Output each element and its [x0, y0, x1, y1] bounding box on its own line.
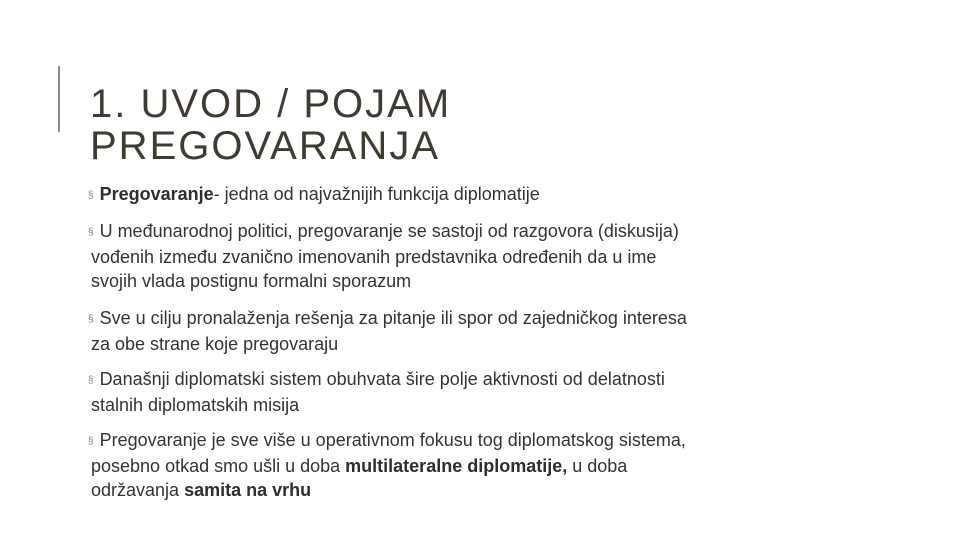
bullet-2-line-1: U međunarodnoj politici, pregovaranje se sastoji od razgovora (diskusija) [99, 221, 679, 241]
bullet-4-line-1: Današnji diplomatski sistem obuhvata šire polje aktivnosti od delatnosti [99, 369, 665, 389]
title-line-2: PREGOVARANJA [90, 123, 440, 168]
bullet-2 [88, 219, 868, 293]
bullet-1-bold: Pregovaranje [99, 184, 214, 204]
bullet-marker-icon: § [88, 436, 94, 447]
bullet-5-line-2-end: u doba [567, 456, 628, 476]
bullet-4 [88, 367, 868, 417]
title-accent-bar [58, 66, 60, 132]
bullet-marker-icon: § [88, 227, 94, 238]
bullet-5-line-3-text: održavanja [91, 480, 185, 500]
bullet-1-text: - jedna od najvažnijih funkcija diplomatije [213, 184, 540, 204]
bullet-5-bold-multilateral: multilateralne diplomatije, [345, 456, 568, 476]
bullet-marker-icon: § [88, 190, 94, 201]
slide-title [90, 83, 910, 167]
bullet-marker-icon: § [88, 314, 94, 325]
bullet-5-line-1: Pregovaranje je sve više u operativnom fokusu tog diplomatskog sistema, [99, 430, 686, 450]
title-line-1: 1. UVOD / POJAM [90, 81, 452, 126]
bullet-5-line-2-text: posebno otkad smo ušli u doba [91, 456, 346, 476]
bullet-marker-icon: § [88, 375, 94, 386]
bullet-3-line-2: za obe strane koje pregovaraju [91, 334, 339, 354]
bullet-2-line-3: svojih vlada postignu formalni sporazum [91, 271, 412, 291]
bullet-4-line-2: stalnih diplomatskih misija [91, 395, 300, 415]
bullet-1 [88, 182, 868, 208]
bullet-3 [88, 306, 868, 356]
bullet-5 [88, 428, 868, 502]
bullet-5-line-3 [88, 478, 868, 502]
bullet-5-bold-summit: samita na vrhu [184, 480, 312, 500]
bullet-3-line-1: Sve u cilju pronalaženja rešenja za pitanje ili spor od zajedničkog interesa [99, 308, 687, 328]
bullet-5-line-2 [88, 454, 868, 478]
bullet-2-line-2: vođenih između zvanično imenovanih predstavnika određenih da u ime [91, 247, 657, 267]
